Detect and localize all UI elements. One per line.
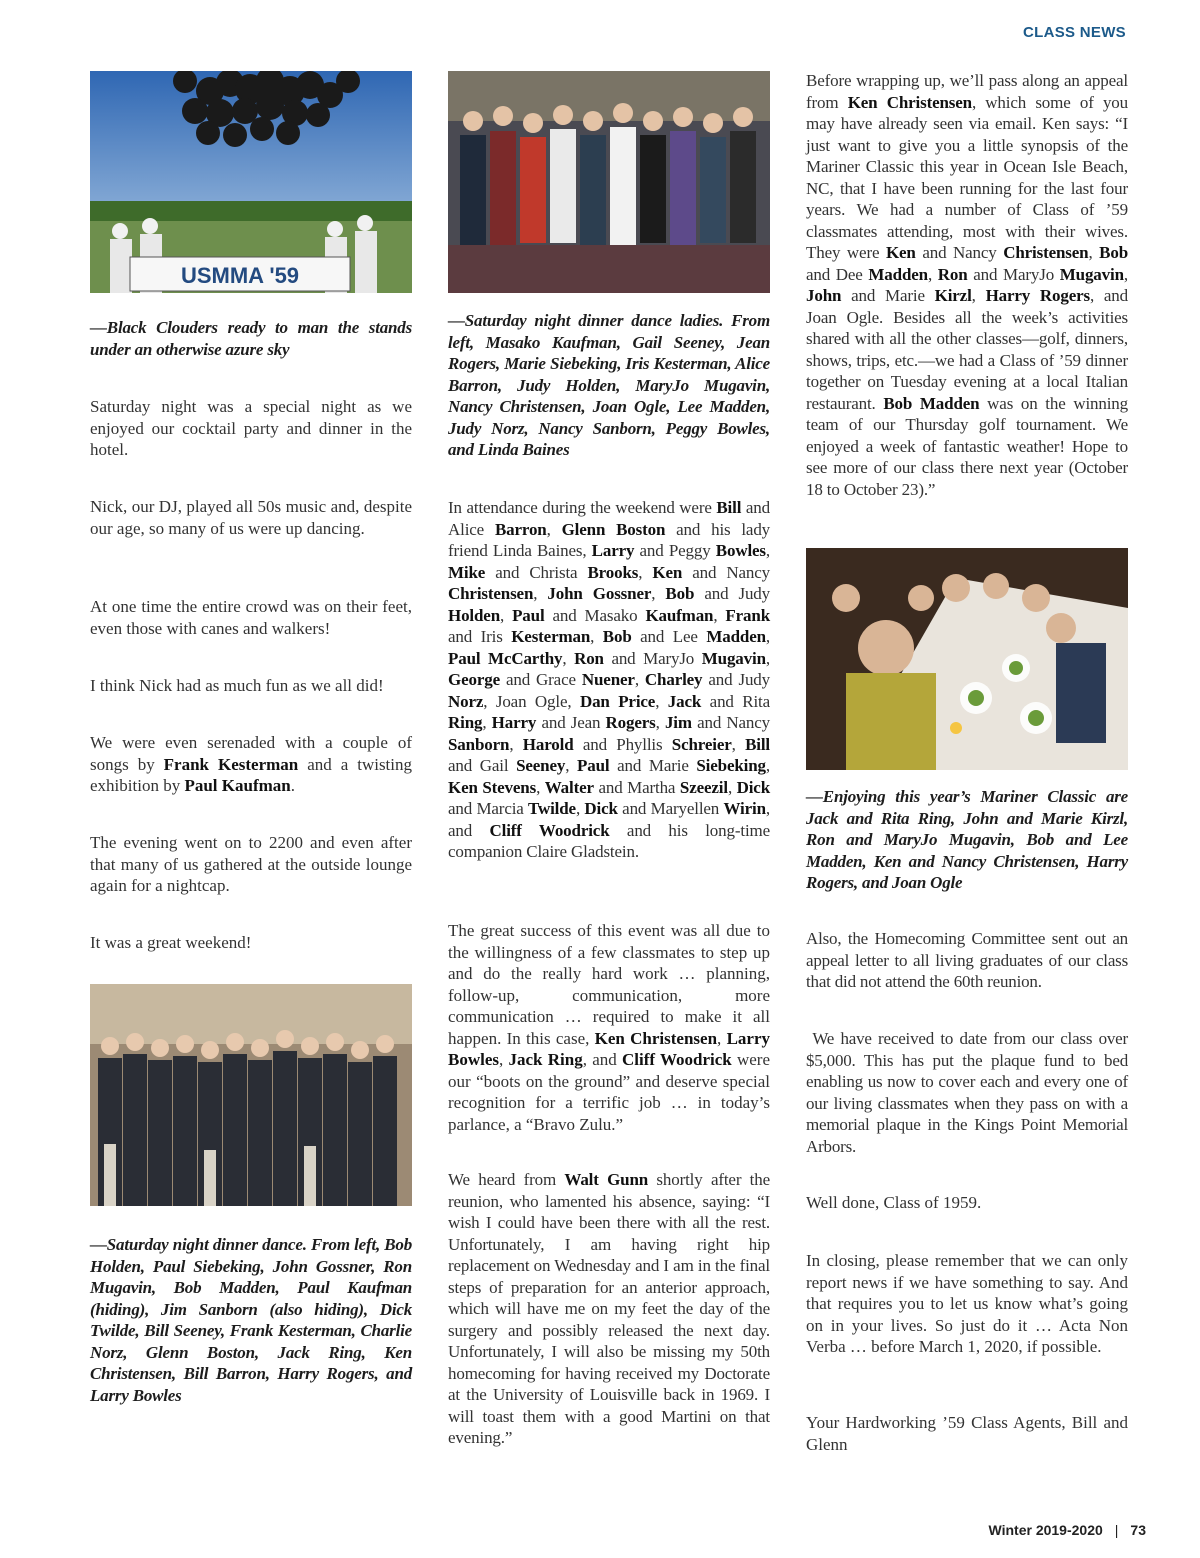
success-text: were our “boots on the ground” and deserve special recognition for a terrific job … in today’s parlance, a “Bravo Zulu.” <box>448 1050 771 1134</box>
success-text: , <box>717 1028 727 1048</box>
appeal-text: , <box>971 286 986 305</box>
attendance-text: and Gail <box>448 756 517 775</box>
attendance-text: , <box>634 670 645 689</box>
photo-dinner-dance-ladies <box>448 71 770 293</box>
attendance-name: Brooks <box>587 562 639 582</box>
paragraph-well-done: Well done, Class of 1959. <box>806 1193 982 1212</box>
appeal-text: , <box>1088 243 1100 262</box>
attendance-text: , and <box>448 799 770 840</box>
attendance-name: Kesterman <box>511 627 591 646</box>
appeal-text: , and Joan Ogle. Besides all the week’s activities shared with all the other classes—golf, dinners, shows, trips, etc.—we had a Class of ’59 dinner together on Tuesday evening at a local Italian restaurant. <box>806 286 1129 413</box>
paragraph-mariner-appeal <box>806 70 1128 500</box>
attendance-name: Jim <box>664 713 692 732</box>
attendance-text: , <box>638 562 653 582</box>
attendance-name: Bowles <box>715 541 766 560</box>
appeal-name: Harry Rogers <box>985 286 1091 305</box>
appeal-name: Bob Madden <box>883 393 980 413</box>
caption-dinner-dance-men: —Saturday night dinner dance. From left, Bob Holden, Paul Siebeking, John Gossner, Ron Mugavin, Bob Madden, Paul Kaufman (hiding), Jim Sanborn (also hiding), Dick Twilde, Bill Seeney, Frank Kesterman, Charlie Norz, Glenn Boston, Jack Ring, Ken Christensen, Bill Barron, Harry Rogers, and Larry Bowles <box>90 1235 412 1405</box>
photo-dinner-dance-men <box>90 984 412 1206</box>
success-name: Jack Ring <box>508 1050 583 1069</box>
attendance-name: Kaufman <box>645 605 714 625</box>
paragraph-serenade: We were even serenaded with a couple of songs by Frank Kesterman and a twisting exhibition by Paul Kaufman. <box>90 733 413 795</box>
appeal-name: Madden <box>868 264 928 284</box>
attendance-name: Seeney <box>516 756 566 775</box>
attendance-name: Charley <box>644 670 703 689</box>
attendance-text: and Martha <box>593 777 680 797</box>
attendance-text: and Marcia <box>448 799 529 818</box>
success-name: Larry Bowles <box>448 1028 770 1069</box>
attendance-text: and Rita <box>701 691 770 711</box>
attendance-text: and Marie <box>609 756 697 775</box>
attendance-name: Bill <box>745 734 771 754</box>
attendance-name: Larry <box>591 541 635 560</box>
attendance-text: and Iris <box>448 627 512 646</box>
appeal-name: Bob <box>1099 243 1129 262</box>
gunn-text: We heard from <box>448 1170 565 1189</box>
attendance-name: Mugavin <box>701 648 766 668</box>
attendance-name: Twilde <box>528 799 576 818</box>
attendance-name: Bob <box>602 627 632 646</box>
appeal-text: , which some of you may have already seen via email. Ken says: “I just want to give you a little synopsis of the Mariner Classic this year in Ocean Isle Beach, NC, that I have been running for the last four years. We had a number of Class of ’59 classmates attending, most with their wives. They were <box>806 92 1128 262</box>
attendance-text: and his long-time companion Claire Gladstein. <box>448 820 770 861</box>
attendance-name: Paul <box>577 756 610 775</box>
success-name: Cliff Woodrick <box>621 1050 732 1069</box>
attendance-name: Frank <box>725 605 770 625</box>
attendance-name: Cliff Woodrick <box>489 820 610 840</box>
attendance-name: John Gossner <box>547 584 652 603</box>
appeal-text: and MaryJo <box>967 264 1060 284</box>
attendance-text: and Judy <box>694 584 771 603</box>
appeal-name: Ken <box>885 243 916 262</box>
attendance-text: and Christa <box>485 562 588 582</box>
banner-text: USMMA '59 <box>180 263 300 288</box>
attendance-text: , <box>500 605 513 625</box>
attendance-name: Harold <box>522 734 574 754</box>
attendance-name: Walter <box>544 777 594 797</box>
paragraph-nick-fun: I think Nick had as much fun as we all did! <box>90 676 384 695</box>
paragraph-plaque-fund: We have received to date from our class over $5,000. This has put the plaque fund to bed enabling us now to cover each and every one of our living classmates when they pass on with a memorial plaque in the Kings Point Memorial Arbors. <box>806 1029 1133 1156</box>
attendance-name: Bob <box>665 584 695 603</box>
attendance-name: Wirin <box>723 799 766 818</box>
attendance-text: , <box>765 541 770 560</box>
attendance-name: Nuener <box>581 670 635 689</box>
paragraph-saturday-night: Saturday night was a special night as we enjoyed our cocktail party and dinner in the hotel. <box>90 397 412 459</box>
paragraph-great-weekend: It was a great weekend! <box>90 933 252 952</box>
attendance-name: Dick <box>736 777 771 797</box>
attendance-name: Bill <box>716 498 742 517</box>
attendance-text: , <box>713 605 726 625</box>
attendance-name: Norz <box>448 691 484 711</box>
paragraph-signoff: Your Hardworking ’59 Class Agents, Bill and Glenn <box>806 1413 1128 1454</box>
caption-dinner-dance-ladies: —Saturday night dinner dance ladies. From left, Masako Kaufman, Gail Seeney, Jean Rogers, Marie Siebeking, Iris Kesterman, Alice Barron, Judy Holden, MaryJo Mugavin, Nancy Christensen, Joan Ogle, Lee Madden, Judy Norz, Nancy Sanborn, Peggy Bowles, and Linda Baines <box>448 311 770 459</box>
paragraph-homecoming-committee: Also, the Homecoming Committee sent out an appeal letter to all living graduates of our class that did not attend the 60th reunion. <box>806 929 1128 991</box>
attendance-text: and MaryJo <box>603 648 702 668</box>
attendance-name: Ring <box>448 713 483 732</box>
appeal-name: Mugavin <box>1059 264 1124 284</box>
attendance-text: and Grace <box>499 670 582 689</box>
attendance-text: and Nancy <box>682 562 770 582</box>
caption-mariner-classic: —Enjoying this year’s Mariner Classic are Jack and Rita Ring, John and Marie Kirzl, Ron and MaryJo Mugavin, Bob and Lee Madden, Ken and Nancy Christensen, Harry Rogers, and Joan Ogle <box>806 787 1128 892</box>
attendance-text: , <box>546 519 562 539</box>
attendance-text: , <box>565 756 577 775</box>
attendance-text: , <box>533 584 548 603</box>
appeal-text: , <box>927 264 938 284</box>
attendance-text: and Lee <box>631 627 707 646</box>
attendance-text: and Judy <box>702 670 770 689</box>
page-number: 73 <box>1130 1522 1146 1538</box>
attendance-name: Dan Price <box>579 691 656 711</box>
success-text: , and <box>582 1050 622 1069</box>
appeal-text: was on the winning team of our Thursday golf tournament. We enjoyed a week of fantastic weather! Hope to see more of our class there next year (October 18 to October 23).” <box>806 393 1128 499</box>
attendance-text: and Jean <box>536 713 606 732</box>
page-footer <box>989 1522 1147 1538</box>
attendance-text: , <box>482 713 492 732</box>
photo-mariner-classic-dinner <box>806 548 1128 770</box>
attendance-text: , <box>509 734 523 754</box>
caption-black-clouders: —Black Clouders ready to man the stands under an otherwise azure sky <box>90 318 412 359</box>
attendance-text: , <box>651 584 666 603</box>
attendance-name: Madden <box>706 627 766 646</box>
attendance-text: , <box>655 691 668 711</box>
attendance-text: , <box>590 627 603 646</box>
appeal-name: Ron <box>937 264 968 284</box>
attendance-name: Paul McCarthy <box>448 648 563 668</box>
attendance-name: Ken Stevens <box>448 777 537 797</box>
attendance-text: In attendance during the weekend were <box>448 498 717 517</box>
appeal-name: Ken Christensen <box>847 92 972 112</box>
attendance-text: and Nancy <box>691 713 771 732</box>
attendance-name: Szeezil <box>679 777 728 797</box>
attendance-name: Glenn Boston <box>561 519 666 539</box>
attendance-text: and Masako <box>544 605 646 625</box>
attendance-text: , <box>655 713 665 732</box>
attendance-name: Sanborn <box>448 734 510 754</box>
attendance-name: George <box>448 670 500 689</box>
attendance-text: , <box>765 648 770 668</box>
success-text: , <box>499 1050 509 1069</box>
attendance-name: Schreier <box>671 734 732 754</box>
attendance-text: and Maryellen <box>617 799 724 818</box>
footer-separator: | <box>1114 1522 1119 1538</box>
attendance-text: , <box>562 648 575 668</box>
attendance-name: Jack <box>667 691 702 711</box>
attendance-name: Siebeking <box>696 756 766 775</box>
appeal-name: Kirzl <box>934 286 972 305</box>
gunn-text: shortly after the reunion, who lamented his absence, saying: “I wish I could have been there with all the rest. Unfortunately, I am having right hip replacement on Wednesday and I am in the final steps of preparation for an anterior approach, which will have me on my feet the day of the surgery and possibly released the next day. Unfortunately, I will also be missing my 50th homecoming for having received my Doctorate at the University of Louisville back in 1969. I will toast them with a good Martini on that evening.” <box>448 1170 770 1447</box>
paragraph-closing: In closing, please remember that we can only report news if we have something to say. And that requires you to let us know what’s going on in your lives. So just do it … Acta Non Verba … before March 1, 2020, if possible. <box>806 1251 1128 1356</box>
attendance-text: and his lady friend Linda Baines, <box>448 519 771 560</box>
appeal-text: and Marie <box>841 286 935 305</box>
appeal-name: John <box>806 286 842 305</box>
attendance-name: Ron <box>574 648 604 668</box>
attendance-name: Christensen <box>448 584 534 603</box>
attendance-text: and Peggy <box>634 541 716 560</box>
attendance-name: Holden <box>448 605 501 625</box>
attendance-name: Barron <box>494 519 547 539</box>
attendance-name: Rogers <box>605 713 656 732</box>
attendance-text: , <box>765 756 770 775</box>
attendance-name: Dick <box>584 799 618 818</box>
attendance-name: Ken <box>652 562 683 582</box>
paragraph-great-success <box>448 920 770 1135</box>
success-text: The great success of this event was all due to the willingness of a few classmates to step up and do the really hard work … planning, follow-up, communication, more communication … required to make it all happen. In this case, <box>448 921 770 1048</box>
paragraph-dj: Nick, our DJ, played all 50s music and, despite our age, so many of us were up dancing. <box>90 497 412 538</box>
appeal-name: Christensen <box>1003 243 1089 262</box>
attendance-name: Paul <box>512 605 545 625</box>
appeal-text: and Nancy <box>915 243 1004 262</box>
appeal-text: , <box>1123 264 1128 284</box>
attendance-text: , <box>536 777 545 797</box>
attendance-text: , <box>731 734 746 754</box>
paragraph-attendance <box>448 497 770 863</box>
attendance-text: , Joan Ogle, <box>483 691 580 711</box>
attendance-text: , <box>575 799 585 818</box>
attendance-text: and Phyllis <box>573 734 672 754</box>
attendance-text: , <box>765 627 771 646</box>
paragraph-crowd: At one time the entire crowd was on their feet, even those with canes and walkers! <box>90 597 412 638</box>
paragraph-nightcap: The evening went on to 2200 and even after that many of us gathered at the outside lounge again for a nightcap. <box>90 833 412 895</box>
gunn-name: Walt Gunn <box>564 1170 649 1189</box>
section-header: CLASS NEWS <box>1022 24 1126 41</box>
success-name: Ken Christensen <box>594 1028 718 1048</box>
attendance-text: , <box>727 777 737 797</box>
issue-label: Winter 2019-2020 <box>988 1522 1103 1538</box>
attendance-text: and Alice <box>448 498 770 539</box>
photo-black-clouders <box>90 71 412 293</box>
attendance-name: Mike <box>448 562 486 582</box>
paragraph-walt-gunn <box>448 1169 770 1449</box>
appeal-text: and Dee <box>806 264 869 284</box>
appeal-text: Before wrapping up, we’ll pass along an appeal from <box>806 71 1128 112</box>
attendance-name: Harry <box>491 713 537 732</box>
